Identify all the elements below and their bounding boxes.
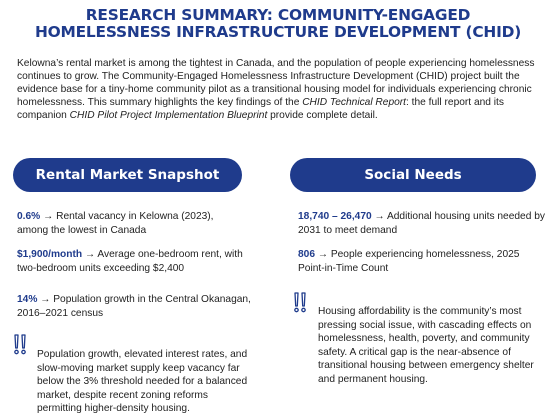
social-note: Housing affordability is the community’s most pressing social issue, with cascading effects on homelessness, health, poverty, and community safety. A critical gap is the near-absence of transitional housing between emergency shelter and permanent housing. bbox=[318, 306, 534, 385]
report-name: CHID Technical Report bbox=[302, 97, 407, 108]
stat-value: 0.6% bbox=[17, 211, 41, 222]
exclamation-alert-icon bbox=[292, 291, 310, 315]
social-needs-heading: Social Needs bbox=[290, 158, 536, 192]
rental-stat-vacancy bbox=[17, 210, 247, 237]
stat-text: → Average one-bedroom rent, with two-bedroom units exceeding $2,400 bbox=[17, 249, 243, 274]
social-stat-units bbox=[298, 210, 548, 237]
rental-stat-growth bbox=[17, 293, 257, 320]
rental-note: Population growth, elevated interest rates, and slow-moving market supply keep vacancy far below the 3% threshold needed for a balanced market, despite recent zoning reforms permitting higher-density housing. bbox=[37, 349, 248, 414]
blueprint-name: CHID Pilot Project Implementation Blueprint bbox=[69, 110, 268, 121]
exclamation-alert-icon bbox=[12, 333, 30, 357]
stat-text: → Rental vacancy in Kelowna (2023), among the lowest in Canada bbox=[17, 211, 214, 236]
rental-stat-rent bbox=[17, 248, 257, 275]
intro-text-end: provide complete detail. bbox=[267, 110, 378, 121]
stat-value: $1,900/month bbox=[17, 249, 83, 260]
stat-value: 806 bbox=[298, 249, 315, 260]
stat-text: → People experiencing homelessness, 2025 Point-in-Time Count bbox=[298, 249, 520, 274]
intro-paragraph bbox=[17, 57, 541, 122]
intro-text: Kelowna’s rental market is among the tightest in Canada, and the population of people experiencing homelessness continues to grow. The Community-Engaged Homelessness Infrastructure Development (CHID) project built the evidence base for a tiny-home community pilot as a transitional housing model for individuals experiencing chronic homelessness. This summary highlights the key findings of the bbox=[17, 58, 535, 108]
social-stat-pit bbox=[298, 248, 548, 275]
stat-value: 14% bbox=[17, 294, 38, 305]
stat-text: → Additional housing units needed by 2031 to meet demand bbox=[298, 211, 545, 236]
stat-text: → Population growth in the Central Okanagan, 2016–2021 census bbox=[17, 294, 251, 319]
title-line-2: HOMELESSNESS INFRASTRUCTURE DEVELOPMENT (CHID) bbox=[34, 23, 522, 41]
title-line-1: RESEARCH SUMMARY: COMMUNITY-ENGAGED bbox=[85, 6, 471, 24]
stat-value: 18,740 – 26,470 bbox=[298, 211, 372, 222]
intro-text-mid: : the full report and its companion bbox=[17, 97, 504, 121]
page-title bbox=[0, 7, 556, 41]
rental-market-heading: Rental Market Snapshot bbox=[13, 158, 242, 192]
